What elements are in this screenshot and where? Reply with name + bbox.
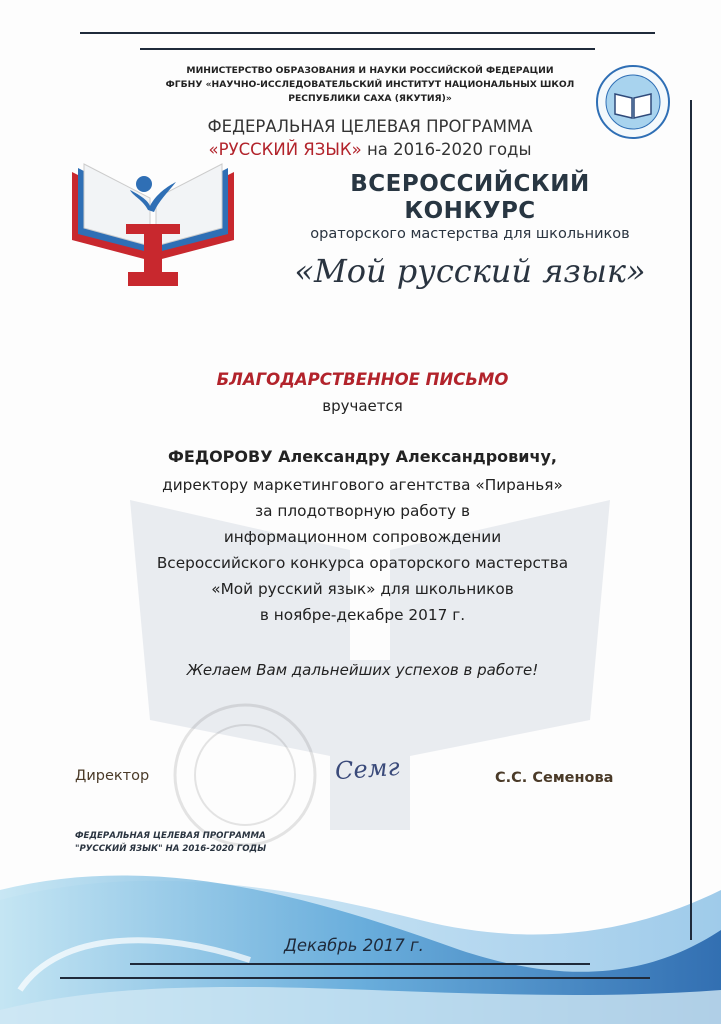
signatory-name: С.С. Семенова <box>495 770 614 786</box>
letter-heading: БЛАГОДАРСТВЕННОЕ ПИСЬМО <box>216 370 509 389</box>
awarded-text: вручается <box>322 397 403 415</box>
top-rule-2 <box>140 48 595 50</box>
handwritten-signature: Семг <box>334 752 401 786</box>
right-rule <box>690 100 692 940</box>
bottom-rule-2 <box>60 977 650 979</box>
ministry-line: МИНИСТЕРСТВО ОБРАЗОВАНИЯ И НАУКИ РОССИЙСКОЙ ФЕДЕРАЦИИ <box>186 65 554 76</box>
footer-program-line: "РУССКИЙ ЯЗЫК" НА 2016-2020 ГОДЫ <box>75 844 267 854</box>
ministry-line: ФГБНУ «НАУЧНО-ИССЛЕДОВАТЕЛЬСКИЙ ИНСТИТУТ НАЦИОНАЛЬНЫХ ШКОЛ <box>165 79 575 90</box>
contest-logo-icon <box>68 160 238 292</box>
bottom-rule <box>130 963 590 965</box>
ministry-header <box>150 64 590 106</box>
contest-title: «Мой русский язык» <box>294 252 646 290</box>
body-line: директору маркетингового агентства «Пиранья» <box>162 476 563 494</box>
stamp-icon <box>170 700 320 850</box>
institute-seal-icon <box>595 64 671 140</box>
recipient-name: ФЕДОРОВУ Александру Александровичу, <box>168 447 557 466</box>
body-line: Всероссийского конкурса ораторского мастерства <box>156 554 569 572</box>
letter-date: Декабрь 2017 г. <box>284 936 424 955</box>
body-line: информационном сопровождении <box>223 528 502 546</box>
wish-text: Желаем Вам дальнейших успехов в работе! <box>186 661 539 679</box>
program-name: «РУССКИЙ ЯЗЫК» <box>208 140 362 159</box>
body-line: «Мой русский язык» для школьников <box>211 580 514 598</box>
contest-subtitle: ораторского мастерства для школьников <box>310 226 630 242</box>
program-title <box>150 115 590 161</box>
top-rule <box>80 32 655 34</box>
ministry-line: РЕСПУБЛИКИ САХА (ЯКУТИЯ)» <box>288 93 452 104</box>
contest-line: КОНКУРС <box>404 198 536 224</box>
signatory-position: Директор <box>75 768 150 784</box>
footer-program <box>75 830 266 856</box>
program-years: на 2016-2020 годы <box>361 140 532 159</box>
contest-heading <box>300 171 640 225</box>
footer-program-line: ФЕДЕРАЛЬНАЯ ЦЕЛЕВАЯ ПРОГРАММА <box>75 831 266 841</box>
body-line: за плодотворную работу в <box>255 502 470 520</box>
letter-body <box>100 472 625 628</box>
contest-line: ВСЕРОССИЙСКИЙ <box>350 171 590 197</box>
program-line: ФЕДЕРАЛЬНАЯ ЦЕЛЕВАЯ ПРОГРАММА <box>207 117 533 136</box>
body-line: в ноябре-декабре 2017 г. <box>259 606 466 624</box>
